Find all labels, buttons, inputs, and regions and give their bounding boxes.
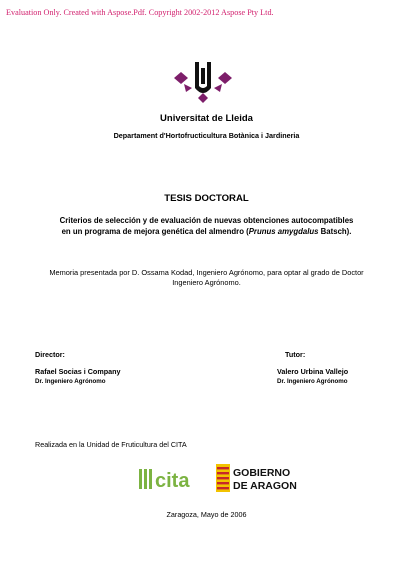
title-line2-end: Batsch). <box>318 227 352 236</box>
gobierno-logo-line-2: DE ARAGON <box>233 480 297 492</box>
aragon-flag-icon <box>216 462 297 494</box>
thesis-title <box>0 215 413 237</box>
director-degree: Dr. Ingeniero Agrónomo <box>35 378 106 385</box>
university-of-lleida-logo-icon <box>172 58 234 106</box>
document-type: TESIS DOCTORAL <box>164 193 249 204</box>
tutor-degree: Dr. Ingeniero Agrónomo <box>277 378 348 385</box>
memoria-text <box>0 268 413 288</box>
memoria-line-1: Memoria presentada por D. Ossama Kodad, Ingeniero Agrónomo, para optar al grado de Doctor <box>49 268 364 277</box>
director-name: Rafael Socias i Company <box>35 367 121 376</box>
species-name: Prunus amygdalus <box>248 227 319 236</box>
cita-logo-icon <box>138 466 200 492</box>
title-line2-start: en un programa de mejora genética del almendro ( <box>61 227 249 236</box>
director-label: Director: <box>35 350 65 359</box>
cita-logo-text: cita <box>155 470 190 492</box>
realization-note: Realizada en la Unidad de Fruticultura del CITA <box>35 440 187 449</box>
place-date: Zaragoza, Mayo de 2006 <box>166 510 247 519</box>
university-name: Universitat de Lleida <box>160 113 253 124</box>
tutor-name: Valero Urbina Vallejo <box>277 367 349 376</box>
gobierno-logo-line-1: GOBIERNO <box>233 467 291 479</box>
thesis-title-line-2 <box>0 226 413 237</box>
department-name: Departament d'Hortofructicultura Botànica i Jardineria <box>113 131 300 140</box>
memoria-line-2: Ingeniero Agrónomo. <box>172 278 241 287</box>
tutor-label: Tutor: <box>285 350 306 359</box>
thesis-title-line-1: Criterios de selección y de evaluación de nuevas obtenciones autocompatibles <box>59 216 354 225</box>
watermark-text: Evaluation Only. Created with Aspose.Pdf. Copyright 2002-2012 Aspose Pty Ltd. <box>6 8 274 17</box>
